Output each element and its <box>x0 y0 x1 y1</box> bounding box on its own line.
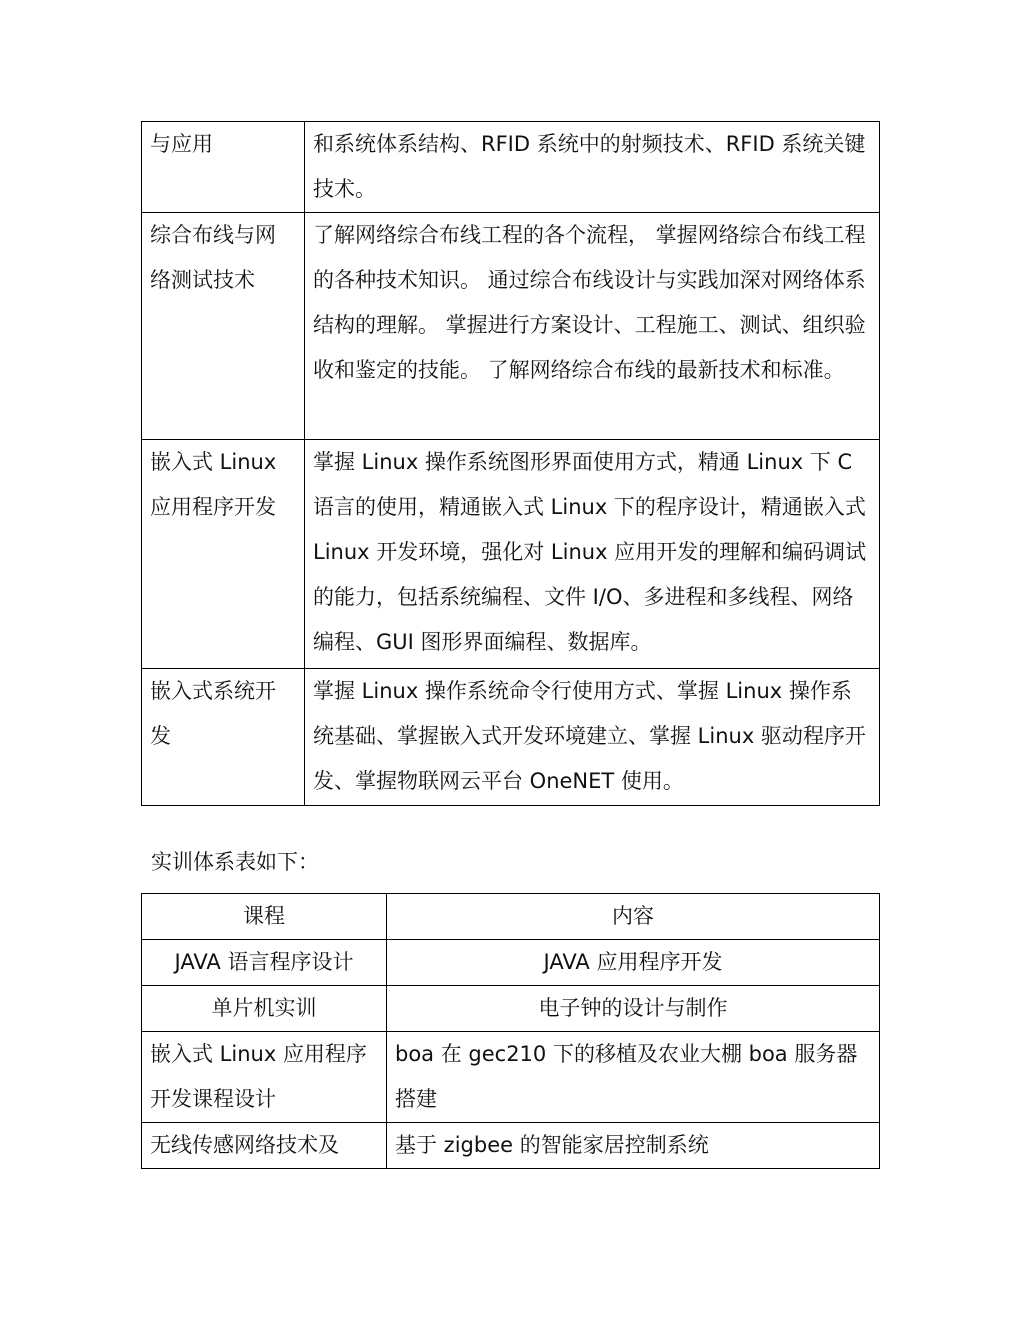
course-content-cell: boa 在 gec210 下的移植及农业大棚 boa 服务器搭建 <box>387 1032 880 1123</box>
course-content-table <box>141 121 880 806</box>
course-name-cell: 综合布线与网络测试技术 <box>142 213 305 440</box>
course-content-cell: 了解网络综合布线工程的各个流程， 掌握网络综合布线工程的各种技术知识。 通过综合布线设计与实践加深对网络体系结构的理解。 掌握进行方案设计、工程施工、测试、组织验收和鉴定的技能。 了解网络综合布线的最新技术和标准。 <box>305 213 880 440</box>
table-header-row <box>142 894 880 940</box>
course-content-cell: 掌握 Linux 操作系统图形界面使用方式，精通 Linux 下 C 语言的使用，精通嵌入式 Linux 下的程序设计，精通嵌入式 Linux 开发环境，强化对 Linux 应用开发的理解和编码调试的能力，包括系统编程、文件 I/O、多进程和多线程、网络编程、GUI 图形界面编程、数据库。 <box>305 440 880 669</box>
header-course: 课程 <box>142 894 387 940</box>
course-content-cell: 和系统体系结构、RFID 系统中的射频技术、RFID 系统关键技术。 <box>305 122 880 213</box>
course-content-cell: JAVA 应用程序开发 <box>387 940 880 986</box>
header-content: 内容 <box>387 894 880 940</box>
table-row <box>142 940 880 986</box>
training-system-caption: 实训体系表如下： <box>151 850 319 874</box>
course-name-cell: 嵌入式 Linux 应用程序开发 <box>142 440 305 669</box>
table-row <box>142 213 880 440</box>
table-row <box>142 669 880 806</box>
course-content-cell: 基于 zigbee 的智能家居控制系统 <box>387 1123 880 1169</box>
course-content-cell: 电子钟的设计与制作 <box>387 986 880 1032</box>
table-row <box>142 1032 880 1123</box>
course-name-cell: 嵌入式 Linux 应用程序开发课程设计 <box>142 1032 387 1123</box>
table-row <box>142 986 880 1032</box>
course-name-cell: JAVA 语言程序设计 <box>142 940 387 986</box>
course-name-cell: 无线传感网络技术及 <box>142 1123 387 1169</box>
table-row <box>142 1123 880 1169</box>
training-system-table <box>141 893 880 1169</box>
course-name-cell: 嵌入式系统开发 <box>142 669 305 806</box>
course-name-cell: 单片机实训 <box>142 986 387 1032</box>
table-row <box>142 440 880 669</box>
course-content-cell: 掌握 Linux 操作系统命令行使用方式、掌握 Linux 操作系统基础、掌握嵌入式开发环境建立、掌握 Linux 驱动程序开发、掌握物联网云平台 OneNET 使用。 <box>305 669 880 806</box>
course-name-cell: 与应用 <box>142 122 305 213</box>
table-row <box>142 122 880 213</box>
